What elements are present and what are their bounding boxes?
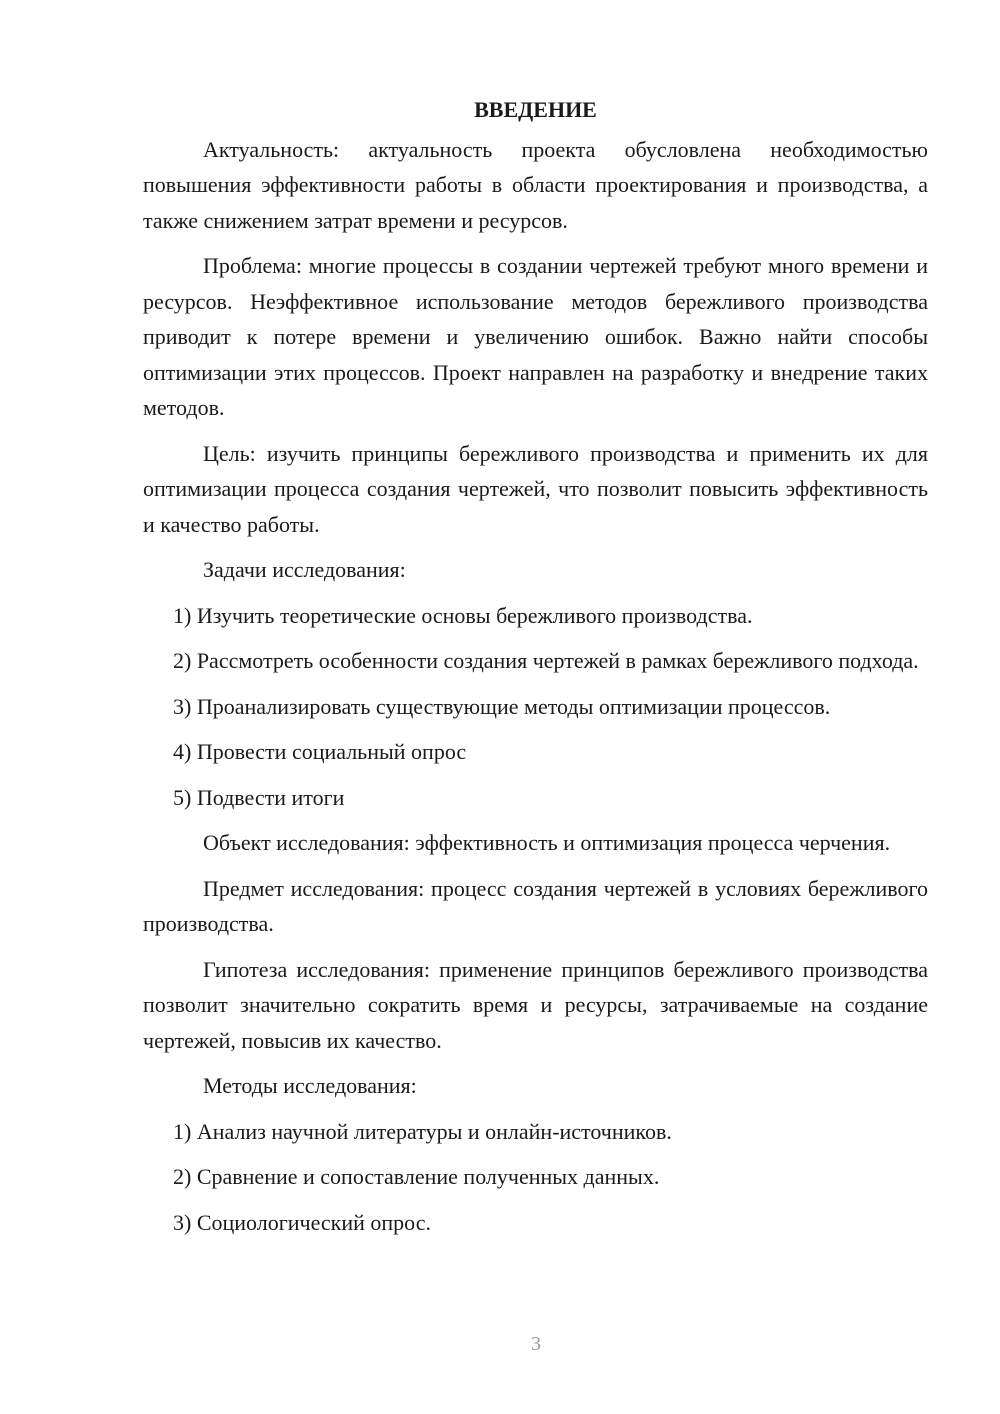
relevance-paragraph: Актуальность: актуальность проекта обусловлена необходимостью повышения эффективности работы в области проектирования и производства, а также снижением затрат времени и ресурсов. [143,136,928,233]
document-page [143,92,928,1250]
method-item: 1) Анализ научной литературы и онлайн-источников. [173,1118,672,1144]
task-item: 2) Рассмотреть особенности создания чертежей в рамках бережливого подхода. [173,648,919,673]
tasks-heading: Задачи исследования: [203,557,406,582]
task-item: 4) Провести социальный опрос [173,739,467,764]
method-item: 3) Социологический опрос. [173,1209,431,1235]
task-item: 1) Изучить теоретические основы бережливого производства. [173,602,753,628]
section-title: ВВЕДЕНИЕ [474,97,597,122]
page-number: 3 [531,1333,541,1355]
object-paragraph: Объект исследования: эффективность и оптимизация процесса черчения. [203,830,891,855]
hypothesis-paragraph: Гипотеза исследования: применение принципов бережливого производства позволит значительно сократить время и ресурсы, затрачиваемые на создание чертежей, повысив их качество. [143,956,928,1053]
task-item: 3) Проанализировать существующие методы оптимизации процессов. [173,693,831,719]
subject-paragraph: Предмет исследования: процесс создания чертежей в условиях бережливого производства. [143,875,928,936]
task-item: 5) Подвести итоги [173,784,345,810]
method-item: 2) Сравнение и сопоставление полученных данных. [173,1164,660,1189]
goal-paragraph: Цель: изучить принципы бережливого производства и применить их для оптимизации процесса создания чертежей, что позволит повысить эффективность и качество работы. [143,440,928,537]
methods-heading: Методы исследования: [203,1073,417,1098]
problem-paragraph: Проблема: многие процессы в создании чертежей требуют много времени и ресурсов. Неэффективное использование методов бережливого производства приводит к потере времени и увеличению ошибок. Важно найти способы оптимизации этих процессов. Проект направлен на разработку и внедрение таких методов. [143,253,928,420]
